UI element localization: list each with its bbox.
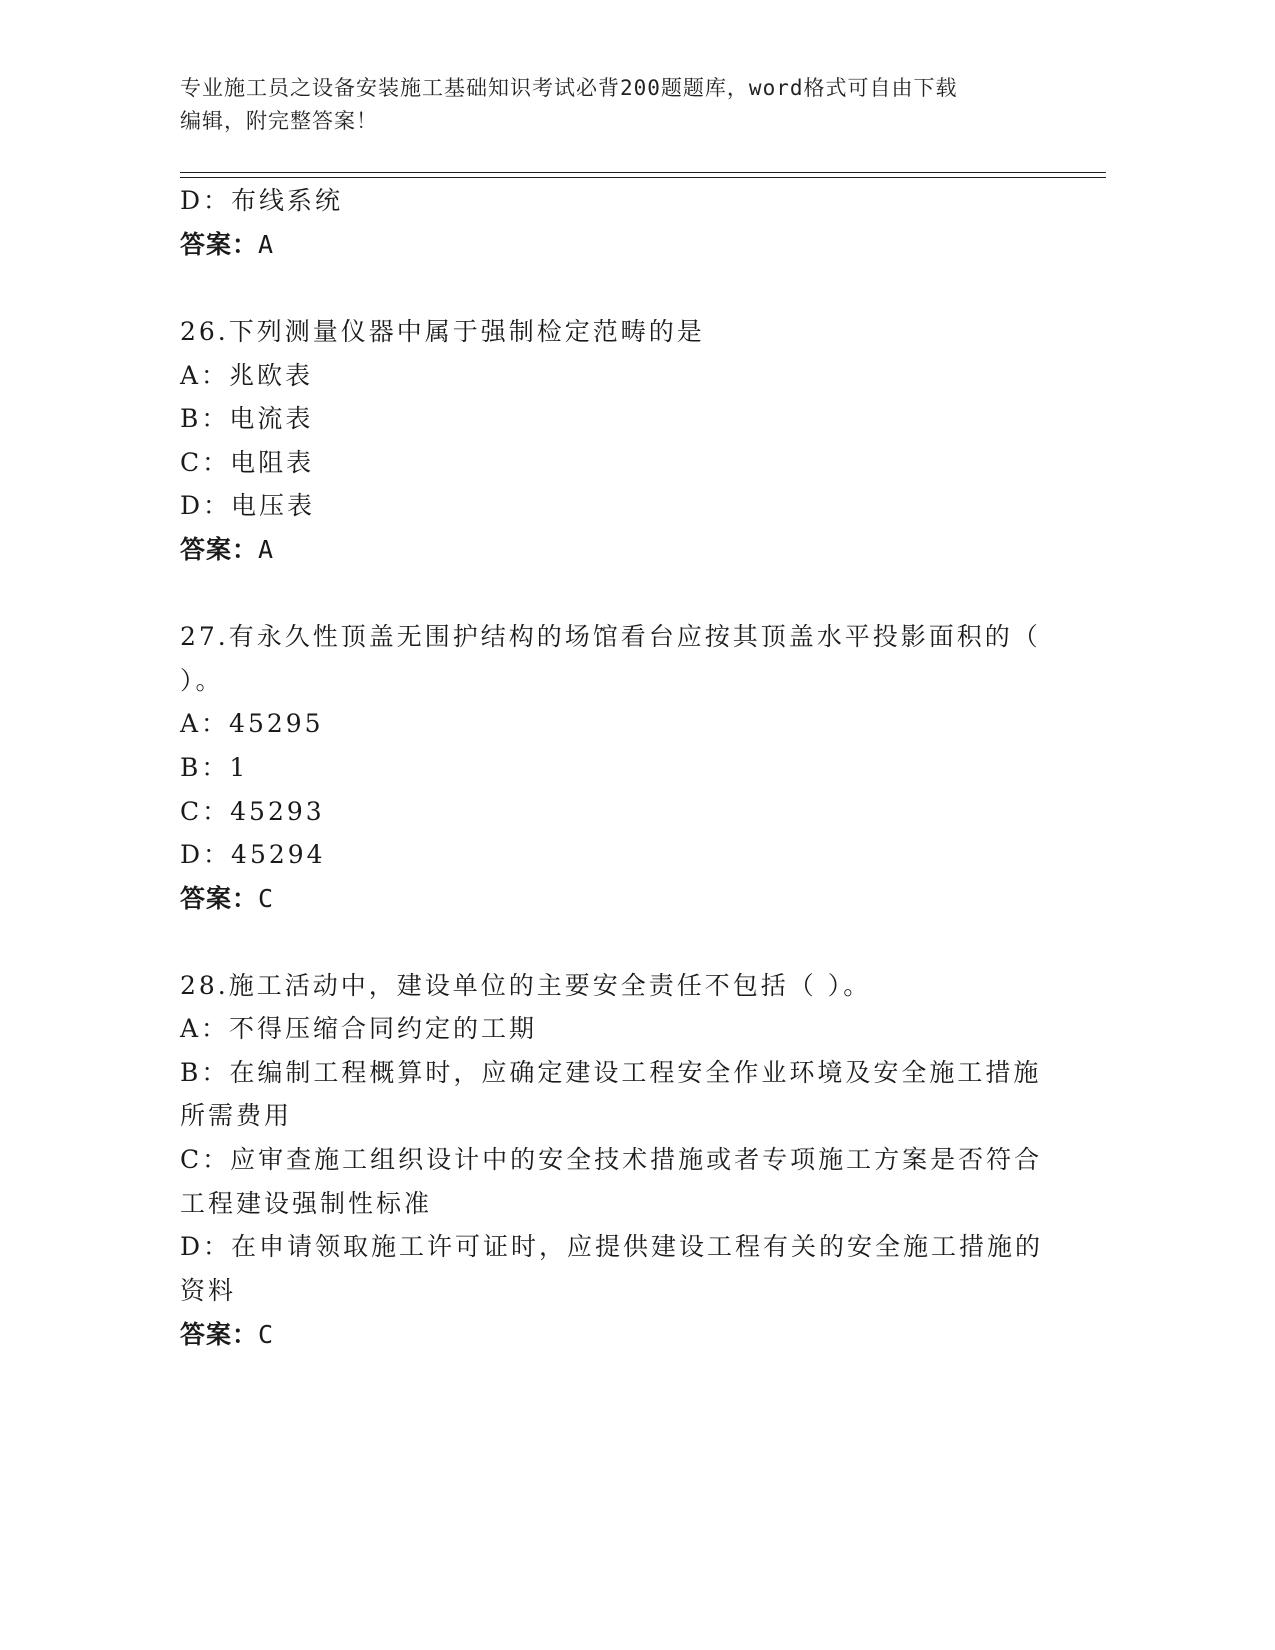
question-27-stem-line-2: ）。	[180, 666, 224, 695]
header-divider-top	[180, 172, 1106, 173]
question-27-option-a: A：45295	[180, 709, 324, 738]
question-28-answer	[180, 1320, 274, 1350]
question-27-option-d: D：45294	[180, 840, 326, 869]
question-28-stem: 28.施工活动中，建设单位的主要安全责任不包括（ ）。	[180, 971, 872, 1000]
answer-label: 答案：	[180, 884, 259, 913]
question-28-option-d: D：在申请领取施工许可证时，应提供建设工程有关的安全施工措施的	[180, 1232, 1044, 1261]
header-divider-bottom	[180, 177, 1106, 178]
question-27-option-c: C：45293	[180, 797, 325, 826]
answer-value: A	[258, 230, 275, 259]
question-26-option-b: B：电流表	[180, 404, 314, 433]
question-26-option-c: C：电阻表	[180, 448, 315, 477]
answer-value: C	[258, 884, 275, 913]
prev-option-d: D：布线系统	[180, 186, 344, 215]
answer-label: 答案：	[180, 230, 259, 259]
question-26-option-d: D：电压表	[180, 491, 316, 520]
question-28-option-d-cont: 资料	[180, 1276, 237, 1305]
header-line-2: 编辑，附完整答案！	[180, 109, 378, 133]
question-28-option-c: C：应审查施工组织设计中的安全技术措施或者专项施工方案是否符合	[180, 1145, 1043, 1174]
prev-answer	[180, 230, 274, 260]
question-27-answer	[180, 884, 274, 914]
answer-label: 答案：	[180, 535, 259, 564]
question-28-option-c-cont: 工程建设强制性标准	[180, 1189, 433, 1218]
question-27-stem-line-1: 27.有永久性顶盖无围护结构的场馆看台应按其顶盖水平投影面积的（	[180, 622, 1041, 651]
answer-value: C	[258, 1320, 275, 1349]
question-27-option-b: B：1	[180, 753, 249, 782]
question-28-option-b: B：在编制工程概算时，应确定建设工程安全作业环境及安全施工措施	[180, 1058, 1042, 1087]
question-26-stem: 26.下列测量仪器中属于强制检定范畴的是	[180, 317, 705, 346]
question-28-option-a: A：不得压缩合同约定的工期	[180, 1014, 538, 1043]
question-26-option-a: A：兆欧表	[180, 361, 314, 390]
answer-value: A	[258, 535, 275, 564]
question-28-option-b-cont: 所需费用	[180, 1101, 293, 1130]
header-line-1: 专业施工员之设备安装施工基础知识考试必背200题题库，word格式可自由下载	[180, 76, 958, 100]
answer-label: 答案：	[180, 1320, 259, 1349]
question-26-answer	[180, 535, 274, 565]
document-header	[180, 72, 1060, 138]
